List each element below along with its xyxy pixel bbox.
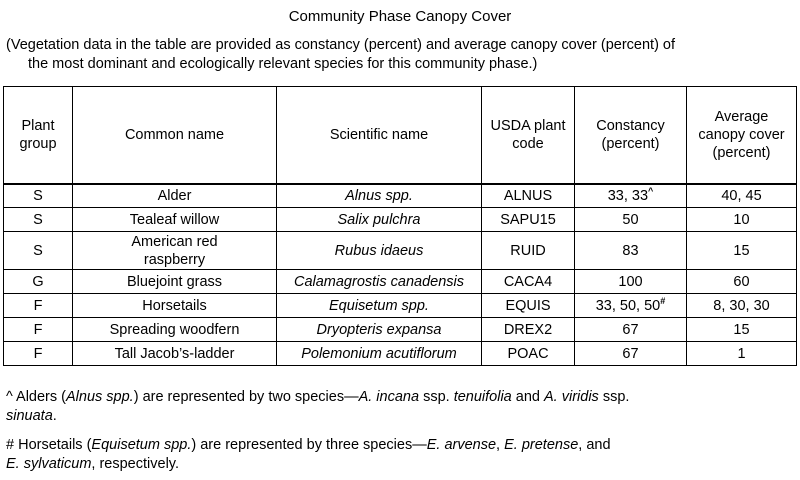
cell-constancy xyxy=(575,294,687,318)
table-row xyxy=(4,184,797,208)
cell-constancy: 100 xyxy=(575,270,687,294)
note-text: ) are represented by three species— xyxy=(191,437,427,453)
header-scientific-name: Scientific name xyxy=(277,87,482,184)
table-row xyxy=(4,232,797,270)
cell-group: S xyxy=(4,232,73,270)
cell-cover: 10 xyxy=(687,208,797,232)
header-average-cover: Average canopy cover (percent) xyxy=(687,87,797,184)
cell-scientific: Alnus spp. xyxy=(277,184,482,208)
note-italic: tenuifolia xyxy=(453,389,512,405)
cell-group: S xyxy=(4,208,73,232)
cell-constancy xyxy=(575,184,687,208)
intro-text xyxy=(6,36,796,74)
note-italic: Alnus spp. xyxy=(66,389,134,405)
cell-common: American red raspberry xyxy=(73,232,277,270)
note-text: ssp. xyxy=(598,389,630,405)
cell-common: Horsetails xyxy=(73,294,277,318)
cell-scientific: Polemonium acutiflorum xyxy=(277,342,482,366)
note-text: , xyxy=(496,437,505,453)
cell-constancy: 67 xyxy=(575,318,687,342)
header-usda-code: USDA plant code xyxy=(482,87,575,184)
cell-code: RUID xyxy=(482,232,575,270)
header-common-name: Common name xyxy=(73,87,277,184)
cell-code: ALNUS xyxy=(482,184,575,208)
cell-cover: 8, 30, 30 xyxy=(687,294,797,318)
note-text: ^ Alders ( xyxy=(6,389,66,405)
note-italic: A. incana xyxy=(358,389,420,405)
cell-code: CACA4 xyxy=(482,270,575,294)
cell-code: DREX2 xyxy=(482,318,575,342)
intro-line-1: (Vegetation data in the table are provided as constancy (percent) and average canopy cover (percent) of xyxy=(6,37,676,53)
intro-line-2: the most dominant and ecologically relevant species for this community phase.) xyxy=(28,56,538,72)
cell-constancy: 50 xyxy=(575,208,687,232)
cell-scientific: Calamagrostis canadensis xyxy=(277,270,482,294)
note-continuation xyxy=(6,407,786,426)
cell-cover: 1 xyxy=(687,342,797,366)
footnote-horsetail xyxy=(6,436,786,474)
cell-cover: 60 xyxy=(687,270,797,294)
cell-code: SAPU15 xyxy=(482,208,575,232)
table-row xyxy=(4,208,797,232)
cell-group: F xyxy=(4,342,73,366)
table-row xyxy=(4,342,797,366)
cell-group: G xyxy=(4,270,73,294)
cell-group: F xyxy=(4,318,73,342)
note-italic: A. viridis xyxy=(544,389,599,405)
cell-common: Bluejoint grass xyxy=(73,270,277,294)
header-constancy: Constancy (percent) xyxy=(575,87,687,184)
note-text: ssp. xyxy=(419,389,454,405)
footnote-mark: ^ xyxy=(648,185,654,196)
note-text: and xyxy=(511,389,544,405)
header-plant-group: Plant group xyxy=(4,87,73,184)
footnote-mark: # xyxy=(660,295,666,306)
table-header-row xyxy=(4,87,797,184)
cell-scientific: Equisetum spp. xyxy=(277,294,482,318)
note-text: # Horsetails ( xyxy=(6,437,92,453)
table-row xyxy=(4,318,797,342)
cell-constancy: 67 xyxy=(575,342,687,366)
cell-cover: 40, 45 xyxy=(687,184,797,208)
cell-group: S xyxy=(4,184,73,208)
cell-scientific: Salix pulchra xyxy=(277,208,482,232)
note-text: , respectively. xyxy=(91,456,179,472)
note-italic: E. sylvaticum xyxy=(6,456,92,472)
cell-code: EQUIS xyxy=(482,294,575,318)
cell-common: Spreading woodfern xyxy=(73,318,277,342)
constancy-value: 33, 33 xyxy=(607,187,649,204)
canopy-cover-table xyxy=(3,86,797,366)
cell-common: Tealeaf willow xyxy=(73,208,277,232)
page-title: Community Phase Canopy Cover xyxy=(288,8,512,25)
cell-cover: 15 xyxy=(687,318,797,342)
cell-common: Alder xyxy=(73,184,277,208)
constancy-value: 33, 50, 50 xyxy=(595,297,661,314)
note-text: . xyxy=(52,408,57,424)
table-row xyxy=(4,294,797,318)
footnote-alder xyxy=(6,388,786,426)
note-italic: sinuata xyxy=(6,408,53,424)
table-row xyxy=(4,270,797,294)
note-italic: E. pretense xyxy=(504,437,579,453)
note-text: , and xyxy=(578,437,611,453)
cell-scientific: Rubus idaeus xyxy=(277,232,482,270)
note-text: ) are represented by two species— xyxy=(133,389,359,405)
cell-scientific: Dryopteris expansa xyxy=(277,318,482,342)
note-italic: Equisetum spp. xyxy=(91,437,192,453)
cell-cover: 15 xyxy=(687,232,797,270)
cell-common: Tall Jacob’s-ladder xyxy=(73,342,277,366)
cell-group: F xyxy=(4,294,73,318)
note-continuation xyxy=(6,455,786,474)
note-italic: E. arvense xyxy=(426,437,497,453)
cell-constancy: 83 xyxy=(575,232,687,270)
cell-code: POAC xyxy=(482,342,575,366)
